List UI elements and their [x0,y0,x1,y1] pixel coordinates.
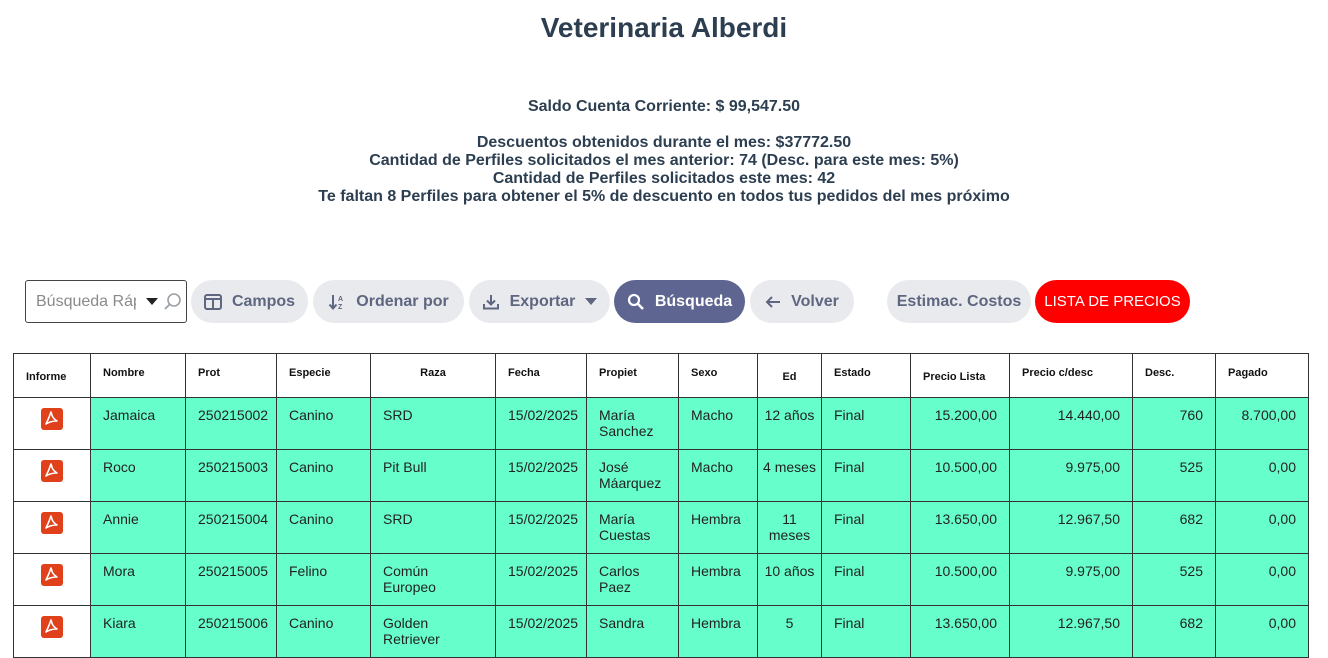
cell-estado: Final [822,554,911,606]
pdf-icon[interactable] [41,408,63,430]
volver-button[interactable] [750,280,854,323]
table-row[interactable] [14,606,1309,658]
col-header-prot[interactable]: Prot [186,354,277,398]
cell-raza: Común Europeo [371,554,496,606]
svg-text:Z: Z [338,303,343,311]
col-header-precio-desc[interactable]: Precio c/desc [1010,354,1133,398]
col-header-informe[interactable]: Informe [14,354,91,398]
pdf-icon[interactable] [41,616,63,638]
cell-pagado: 8.700,00 [1216,398,1309,450]
cell-estado: Final [822,606,911,658]
volver-label: Volver [791,292,839,310]
cell-fecha: 15/02/2025 [496,606,587,658]
cell-raza: Golden Retriever [371,606,496,658]
cell-raza: Pit Bull [371,450,496,502]
sort-icon [328,293,346,311]
col-header-propiet[interactable]: Propiet [587,354,679,398]
col-header-raza[interactable]: Raza [371,354,496,398]
table-row[interactable] [14,554,1309,606]
col-header-pagado[interactable]: Pagado [1216,354,1309,398]
cell-pagado: 0,00 [1216,502,1309,554]
info-line: Te faltan 8 Perfiles para obtener el 5% de descuento en todos tus pedidos del mes próximo [318,188,1010,205]
cell-precio-lista: 15.200,00 [911,398,1010,450]
ordenar-label: Ordenar por [356,292,449,310]
cell-edad: 4 meses [758,450,822,502]
cell-desc: 760 [1133,398,1216,450]
col-header-precio-lista[interactable]: Precio Lista [911,354,1010,398]
svg-text:A: A [338,295,344,303]
chevron-down-icon [585,298,597,306]
col-header-ed[interactable]: Ed [758,354,822,398]
cell-desc: 525 [1133,450,1216,502]
cell-pagado: 0,00 [1216,554,1309,606]
info-line: Cantidad de Perfiles solicitados el mes anterior: 74 (Desc. para este mes: 5%) [369,152,959,169]
caret-down-icon[interactable] [146,298,158,305]
cell-prot: 250215005 [186,554,277,606]
cell-nombre: Roco [91,450,186,502]
magnifier-icon [627,293,645,311]
cell-especie: Canino [277,606,371,658]
col-header-estado[interactable]: Estado [822,354,911,398]
page-title: Veterinaria Alberdi [540,12,788,43]
toolbar [25,280,1315,323]
cell-prot: 250215002 [186,398,277,450]
cell-edad: 10 años [758,554,822,606]
cell-edad: 12 años [758,398,822,450]
cell-prot: 250215003 [186,450,277,502]
search-icon[interactable] [163,292,183,312]
cell-pagado: 0,00 [1216,606,1309,658]
table-row[interactable] [14,450,1309,502]
download-icon [482,294,500,310]
table-row[interactable] [14,502,1309,554]
cell-fecha: 15/02/2025 [496,398,587,450]
arrow-left-icon [765,295,781,309]
cell-precio-desc: 9.975,00 [1010,450,1133,502]
pdf-icon[interactable] [41,460,63,482]
cell-informe [14,554,91,606]
cell-fecha: 15/02/2025 [496,554,587,606]
cell-informe [14,398,91,450]
cell-especie: Felino [277,554,371,606]
results-table [13,353,1309,658]
cell-nombre: Mora [91,554,186,606]
info-line: Descuentos obtenidos durante el mes: $37772.50 [476,134,852,151]
cell-edad: 5 [758,606,822,658]
columns-icon [204,294,222,310]
cell-informe [14,606,91,658]
cell-precio-lista: 10.500,00 [911,450,1010,502]
pdf-icon[interactable] [41,512,63,534]
cell-precio-desc: 12.967,50 [1010,502,1133,554]
cell-precio-lista: 13.650,00 [911,606,1010,658]
cell-precio-desc: 14.440,00 [1010,398,1133,450]
cell-propiet: Carlos Paez [587,554,679,606]
busqueda-label: Búsqueda [654,292,733,310]
campos-button[interactable] [191,280,308,323]
cell-estado: Final [822,502,911,554]
cell-propiet: María Cuestas [587,502,679,554]
cell-estado: Final [822,398,911,450]
cell-precio-lista: 13.650,00 [911,502,1010,554]
info-line: Cantidad de Perfiles solicitados este mes: 42 [492,170,836,187]
lista-label: LISTA DE PRECIOS [1044,293,1181,310]
cell-sexo: Macho [679,450,758,502]
col-header-fecha[interactable]: Fecha [496,354,587,398]
busqueda-button[interactable] [614,280,745,323]
cell-nombre: Annie [91,502,186,554]
col-header-nombre[interactable]: Nombre [91,354,186,398]
cell-raza: SRD [371,502,496,554]
cell-fecha: 15/02/2025 [496,450,587,502]
quick-search-input[interactable] [36,292,136,312]
cell-especie: Canino [277,502,371,554]
estimac-costos-button[interactable] [887,280,1031,323]
cell-fecha: 15/02/2025 [496,502,587,554]
cell-nombre: Kiara [91,606,186,658]
cell-prot: 250215004 [186,502,277,554]
cell-sexo: Macho [679,398,758,450]
cell-pagado: 0,00 [1216,450,1309,502]
col-header-especie[interactable]: Especie [277,354,371,398]
pdf-icon[interactable] [41,564,63,586]
col-header-sexo[interactable]: Sexo [679,354,758,398]
estimac-label: Estimac. Costos [896,292,1022,310]
lista-precios-button[interactable] [1035,280,1190,323]
table-header-row [14,354,1309,398]
cell-sexo: Hembra [679,554,758,606]
cell-raza: SRD [371,398,496,450]
campos-label: Campos [231,292,296,310]
cell-propiet: María Sanchez [587,398,679,450]
cell-informe [14,450,91,502]
discount-info [0,134,1328,206]
cell-edad: 11 meses [758,502,822,554]
table-row[interactable] [14,398,1309,450]
saldo-cuenta-corriente: Saldo Cuenta Corriente: $ 99,547.50 [527,98,801,115]
cell-especie: Canino [277,398,371,450]
cell-estado: Final [822,450,911,502]
cell-sexo: Hembra [679,502,758,554]
cell-informe [14,502,91,554]
cell-precio-lista: 10.500,00 [911,554,1010,606]
quick-search-box [25,280,187,323]
cell-precio-desc: 12.967,50 [1010,606,1133,658]
cell-propiet: José Máarquez [587,450,679,502]
exportar-label: Exportar [509,292,576,310]
exportar-button[interactable] [469,280,610,323]
cell-nombre: Jamaica [91,398,186,450]
cell-sexo: Hembra [679,606,758,658]
cell-desc: 682 [1133,606,1216,658]
cell-especie: Canino [277,450,371,502]
cell-precio-desc: 9.975,00 [1010,554,1133,606]
cell-propiet: Sandra [587,606,679,658]
cell-desc: 682 [1133,502,1216,554]
cell-prot: 250215006 [186,606,277,658]
col-header-desc[interactable]: Desc. [1133,354,1216,398]
cell-desc: 525 [1133,554,1216,606]
ordenar-button[interactable] [313,280,464,323]
